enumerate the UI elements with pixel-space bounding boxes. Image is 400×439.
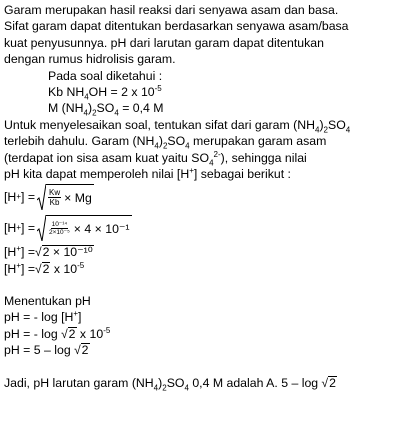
m-val: = 0,4 M bbox=[118, 101, 164, 116]
f1-h-close: ] = bbox=[20, 190, 35, 205]
ph-l3a: pH = 5 – log bbox=[4, 343, 75, 358]
conclusion-line bbox=[4, 375, 400, 391]
concl-sqrt-body: 2 bbox=[329, 375, 336, 390]
ph-l1end: ] bbox=[78, 310, 82, 325]
f2-radical bbox=[37, 215, 132, 241]
f4-h-plus: + bbox=[16, 260, 21, 270]
explain-l2s2: 2 bbox=[162, 141, 168, 151]
f4-tail: x 10 bbox=[50, 261, 78, 276]
f4-h-close: ] = bbox=[20, 261, 35, 276]
explain-l2d: merupakan garam asam bbox=[189, 134, 327, 149]
f4-h-open: [H bbox=[4, 261, 17, 276]
explain-l1s1: 4 bbox=[314, 125, 320, 135]
f3-h-open: [H bbox=[4, 245, 17, 260]
m-sub1: 4 bbox=[83, 108, 88, 118]
f1-fraction bbox=[48, 188, 61, 207]
explain-l1a: Untuk menyelesaikan soal, tentukan sifat dari garam (NH bbox=[4, 117, 315, 132]
f2-num: 10⁻¹⁴ bbox=[51, 220, 68, 228]
concl-s3: 4 bbox=[184, 383, 189, 393]
ph-l2-sqrt-sign: √ bbox=[61, 326, 68, 341]
ph-line-3 bbox=[4, 342, 400, 358]
explain-l2b: ) bbox=[158, 134, 163, 149]
f2-den: 2×10⁻⁵ bbox=[49, 229, 70, 237]
explain-l4a: pH kita dapat memperoleh nilai [H bbox=[4, 166, 190, 181]
formula-step-1: [H + ] = $\frac{Kw}{Kb}$ × Mg bbox=[4, 182, 400, 212]
given-heading: Pada soal diketahui : bbox=[48, 68, 163, 83]
explain-l2s1: 4 bbox=[154, 141, 159, 151]
kb-mid: OH = 2 x 10 bbox=[88, 84, 155, 99]
explain-line-1 bbox=[4, 117, 400, 133]
concl-s2: 2 bbox=[162, 383, 167, 393]
concl-sqrt bbox=[322, 376, 337, 389]
ph-line-1 bbox=[4, 309, 400, 325]
ph-heading: Menentukan pH bbox=[4, 294, 91, 309]
explain-l4b: ] sebagai berikut : bbox=[193, 166, 291, 181]
f1-times-mg: × Mg bbox=[64, 190, 92, 205]
m-mid: ) bbox=[87, 101, 93, 116]
f1-h-open: [H bbox=[4, 190, 17, 205]
f3-h-close: ] = bbox=[20, 245, 35, 260]
f2-radical-sign bbox=[37, 215, 46, 241]
explain-l1b: ) bbox=[319, 117, 324, 132]
f2-fraction bbox=[48, 221, 71, 237]
f2-h-close: ] = bbox=[20, 221, 35, 236]
concl-b: ) bbox=[158, 375, 163, 390]
f4-sqrt-sign: √ bbox=[35, 261, 42, 276]
explain-l1s2: 2 bbox=[323, 125, 328, 135]
intro-line-4: dengan rumus hidrolisis garam. bbox=[4, 52, 176, 67]
explain-l1c: SO bbox=[328, 117, 346, 132]
given-molarity bbox=[4, 100, 400, 116]
explain-l2s3: 4 bbox=[185, 141, 190, 151]
f1-radical bbox=[37, 184, 94, 210]
concl-a: Jadi, pH larutan garam (NH bbox=[4, 375, 154, 390]
explain-line-2 bbox=[4, 133, 400, 149]
ph-l2exp: -5 bbox=[103, 325, 111, 335]
ph-line-2 bbox=[4, 326, 400, 342]
formula-step-3 bbox=[4, 244, 400, 260]
concl-d: 0,4 M adalah A. 5 – log bbox=[188, 375, 322, 390]
f2-h-open: [H bbox=[4, 221, 17, 236]
ph-l2b: x 10 bbox=[76, 326, 104, 341]
f2-times: × 4 × 10⁻¹ bbox=[73, 221, 130, 236]
f1-radical-body bbox=[46, 184, 94, 210]
given-kb bbox=[4, 84, 400, 100]
explain-l2a: terlebih dahulu. Garam (NH bbox=[4, 134, 155, 149]
f3-h-plus: + bbox=[16, 244, 21, 254]
ph-l3-sqrt-sign: √ bbox=[74, 343, 81, 358]
explain-l1s3: 4 bbox=[345, 125, 351, 135]
explain-line-3 bbox=[4, 150, 400, 166]
f3-sqrt bbox=[35, 245, 94, 258]
f4-sqrt-body: 2 bbox=[42, 261, 50, 276]
ph-l1: pH = - log [H bbox=[4, 310, 74, 325]
f1-radical-sign bbox=[37, 184, 46, 210]
f3-sqrt-sign: √ bbox=[35, 245, 42, 260]
explain-line-4 bbox=[4, 166, 400, 182]
explain-l3s: 4 bbox=[209, 157, 214, 167]
ph-l1sup: + bbox=[73, 309, 79, 319]
concl-sqrt-sign: √ bbox=[321, 375, 329, 390]
kb-sub: 4 bbox=[84, 92, 89, 102]
formula-step-4 bbox=[4, 261, 400, 277]
ph-l3-sqrt bbox=[74, 343, 89, 356]
ph-l2-sqrt bbox=[61, 327, 76, 340]
explain-l4sup: + bbox=[189, 165, 194, 175]
f4-exp: -5 bbox=[77, 260, 85, 270]
ph-l2a: pH = - log bbox=[4, 326, 62, 341]
intro-line-1: Garam merupakan hasil reaksi dari senyawa asam dan basa. bbox=[4, 3, 339, 17]
concl-s1: 4 bbox=[153, 383, 159, 393]
m-sub2: 2 bbox=[92, 108, 97, 118]
ph-l2-sqrt-body: 2 bbox=[68, 326, 76, 341]
m-so: SO bbox=[96, 101, 115, 116]
concl-c: SO bbox=[166, 375, 185, 390]
f1-kw: Kw bbox=[49, 188, 61, 198]
kb-label: Kb NH bbox=[48, 84, 85, 99]
formula-step-2: [H + ] = $\frac{\text{10⁻¹⁴}}{\text{2×10⁻⁵}}$ × 4 × 10⁻¹ bbox=[4, 212, 400, 244]
explain-l3a: (terdapat ion sisa asam kuat yaitu SO bbox=[4, 150, 210, 165]
f1-kb: Kb bbox=[49, 198, 60, 208]
m-sub3: 4 bbox=[114, 108, 119, 118]
f3-sqrt-body: 2 × 10⁻¹⁰ bbox=[42, 245, 93, 260]
intro-line-2: Sifat garam dapat ditentukan berdasarkan senyawa asam/basa bbox=[4, 19, 349, 34]
intro-line-3: kuat penyusunnya. pH dari larutan garam dapat ditentukan bbox=[4, 35, 324, 50]
m-label: M (NH bbox=[48, 101, 84, 116]
explain-l2c: SO bbox=[167, 134, 186, 149]
explain-l3sup: 2- bbox=[213, 149, 221, 159]
f4-sqrt bbox=[35, 262, 50, 275]
explain-l3b: ), sehingga nilai bbox=[220, 150, 307, 165]
kb-exp: -5 bbox=[154, 83, 162, 93]
f2-radical-body bbox=[46, 215, 132, 241]
ph-l3-sqrt-body: 2 bbox=[81, 343, 89, 358]
